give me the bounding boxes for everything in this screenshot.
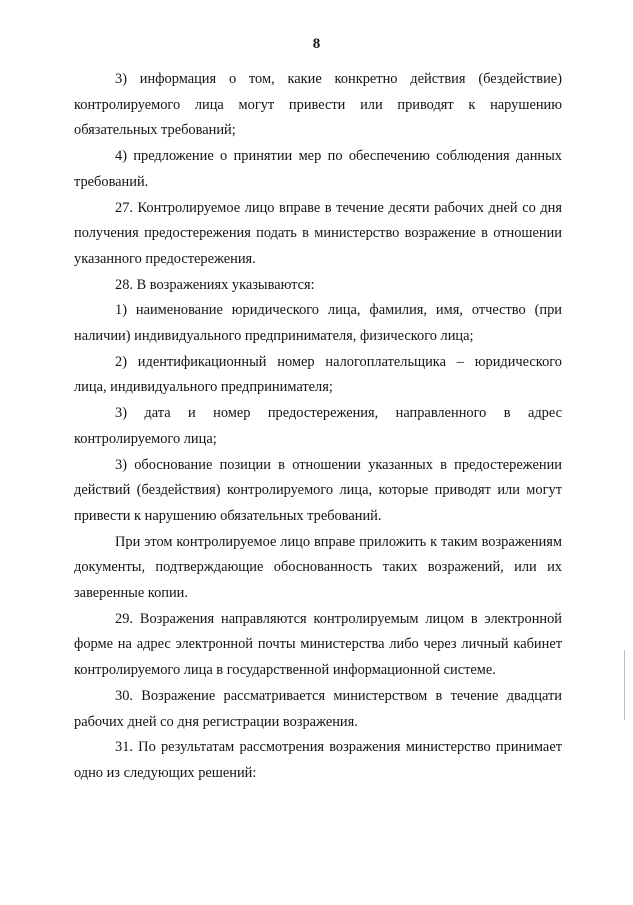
paragraph-28-item-3-date: 3) дата и номер предостережения, направленного в адрес контролируемого лица;	[74, 405, 562, 447]
paragraph-28-item-3-justification: 3) обоснование позиции в отношении указанных в предостережении действий (бездействия) контролируемого лица, которые приводят или могут привести к нарушению обязательных требований.	[74, 456, 562, 524]
paragraph-attachments: При этом контролируемое лицо вправе приложить к таким возражениям документы, подтверждающие обоснованность таких возражений, или их заверенные копии.	[74, 533, 562, 602]
page-number: 8	[312, 36, 321, 52]
paragraph-item-4-proposal: 4) предложение о принятии мер по обеспечению соблюдения данных требований.	[74, 148, 562, 190]
scan-edge-mark	[624, 650, 625, 720]
paragraph-28: 28. В возражениях указываются:	[115, 276, 315, 293]
paragraph-28-item-1: 1) наименование юридического лица, фамилия, имя, отчество (при наличии) индивидуального предпринимателя, физического лица;	[74, 302, 562, 345]
paragraph-item-3-info: 3) информация о том, какие конкретно действия (бездействие) контролируемого лица могут привести или приводят к нарушению обязательных требований;	[74, 71, 562, 139]
document-body	[74, 67, 562, 787]
paragraph-27: 27. Контролируемое лицо вправе в течение десяти рабочих дней со дня получения предостережения подать в министерство возражение в отношении указанного предостережения.	[74, 199, 562, 267]
paragraph-28-item-2: 2) идентификационный номер налогоплательщика – юридического лица, индивидуального предпринимателя;	[74, 353, 562, 396]
paragraph-29: 29. Возражения направляются контролируемым лицом в электронной форме на адрес электронной почты министерства либо через личный кабинет контролируемого лица в государственной информационной системе.	[74, 610, 562, 679]
paragraph-31: 31. По результатам рассмотрения возражения министерство принимает одно из следующих решений:	[74, 739, 562, 781]
paragraph-30: 30. Возражение рассматривается министерством в течение двадцати рабочих дней со дня регистрации возражения.	[74, 687, 562, 730]
